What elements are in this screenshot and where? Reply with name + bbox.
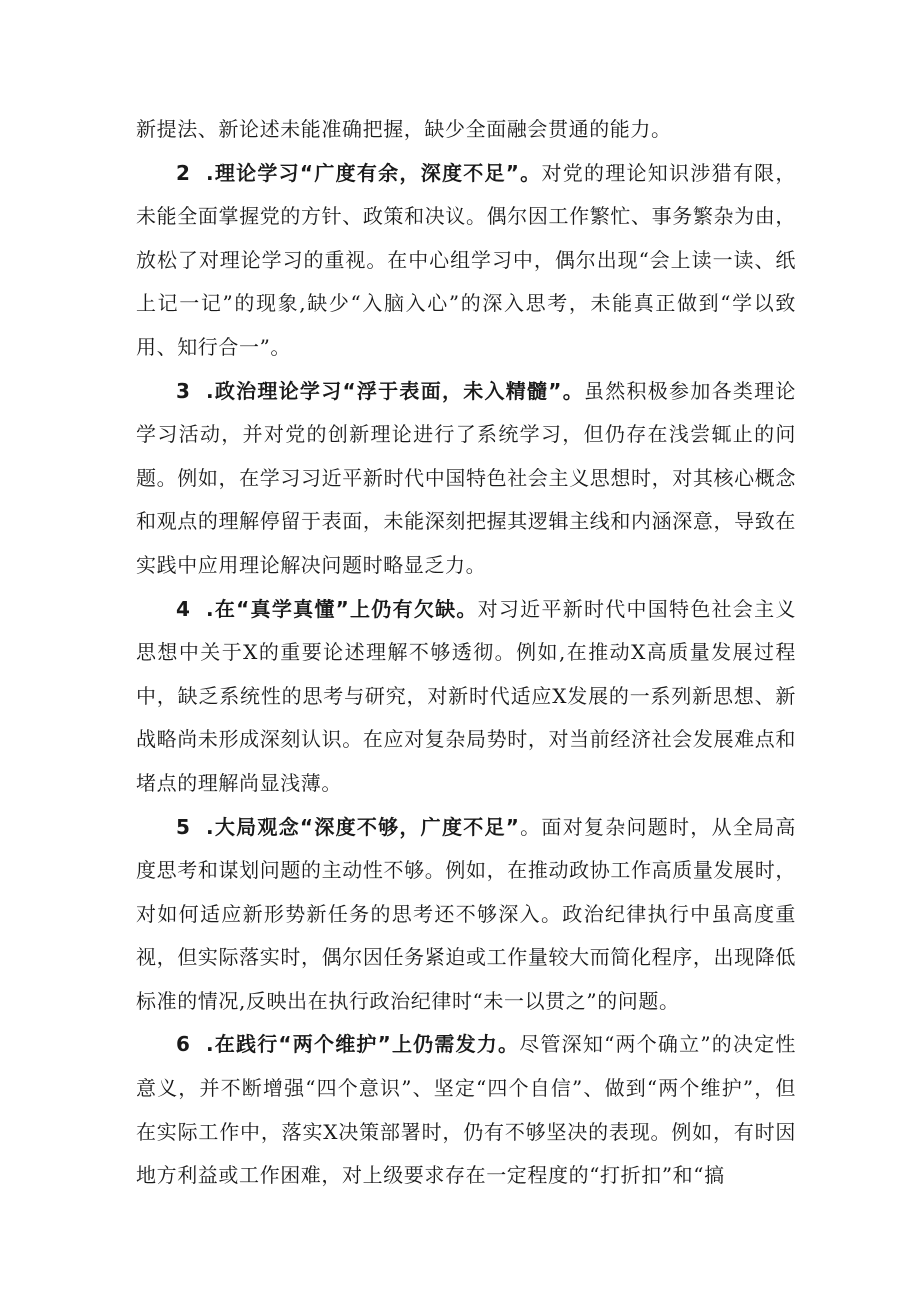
paragraph-4-heading: .在“真学真懂”上仍有欠缺。 <box>206 596 478 621</box>
document-page <box>136 108 796 1198</box>
paragraph-4-body: 对习近平新时代中国特色社会主义思想中关于X的重要论述理解不够透彻。例如,在推动X高质量发展过程中，缺乏系统性的思考与研究，对新时代适应X发展的一系列新思想、新战略尚未形成深刻认识。在应对复杂局势时，对当前经济社会发展难点和堵点的理解尚显浅薄。 <box>136 596 796 795</box>
paragraph-2-body: 对党的理论知识涉猎有限，未能全面掌握党的方针、政策和决议。偶尔因工作繁忙、事务繁杂为由，放松了对理论学习的重视。在中心组学习中，偶尔出现“会上读一读、纸上记一记”的现象,缺少“入脑入心”的深入思考，未能真正做到“学以致用、知行合一”。 <box>136 160 797 359</box>
paragraph-5-heading: .大局观念“深度不够，广度不足” <box>206 814 520 839</box>
paragraph-3-number: 3 <box>176 378 191 403</box>
paragraph-2-heading: .理论学习“广度有余，深度不足”。 <box>206 160 542 185</box>
paragraph-5 <box>136 806 796 1024</box>
paragraph-2 <box>136 152 796 370</box>
paragraph-5-body: 。面对复杂问题时，从全局高度思考和谋划问题的主动性不够。例如，在推动政协工作高质量发展时，对如何适应新形势新任务的思考还不够深入。政治纪律执行中虽高度重视，但实际落实时，偶尔因任务紧迫或工作量较大而简化程序，出现降低标准的情况,反映出在执行政治纪律时“未一以贯之”的问题。 <box>136 814 796 1013</box>
paragraph-1 <box>136 108 796 152</box>
paragraph-4-number: 4 <box>176 596 191 621</box>
paragraph-3-heading: .政治理论学习“浮于表面，未入精髓”。 <box>206 378 584 403</box>
paragraph-3-body: 虽然积极参加各类理论学习活动，并对党的创新理论进行了系统学习，但仍存在浅尝辄止的问题。例如，在学习习近平新时代中国特色社会主义思想时，对其核心概念和观点的理解停留于表面，未能深刻把握其逻辑主线和内涵深意，导致在实践中应用理论解决问题时略显乏力。 <box>136 378 796 577</box>
paragraph-6-number: 6 <box>176 1032 191 1057</box>
paragraph-3 <box>136 370 796 588</box>
paragraph-6-body: 尽管深知“两个确立”的决定性意义，并不断增强“四个意识”、坚定“四个自信”、做到“两个维护”，但在实际工作中，落实X决策部署时，仍有不够坚决的表现。例如，有时因地方利益或工作困难，对上级要求存在一定程度的“打折扣”和“搞 <box>136 1032 796 1188</box>
paragraph-6-heading: .在践行“两个维护”上仍需发力。 <box>206 1032 520 1057</box>
paragraph-1-body: 新提法、新论述未能准确把握，缺少全面融会贯通的能力。 <box>136 117 672 141</box>
paragraph-2-number: 2 <box>176 160 191 185</box>
paragraph-5-number: 5 <box>176 814 191 839</box>
paragraph-6 <box>136 1023 796 1197</box>
paragraph-4 <box>136 588 796 806</box>
